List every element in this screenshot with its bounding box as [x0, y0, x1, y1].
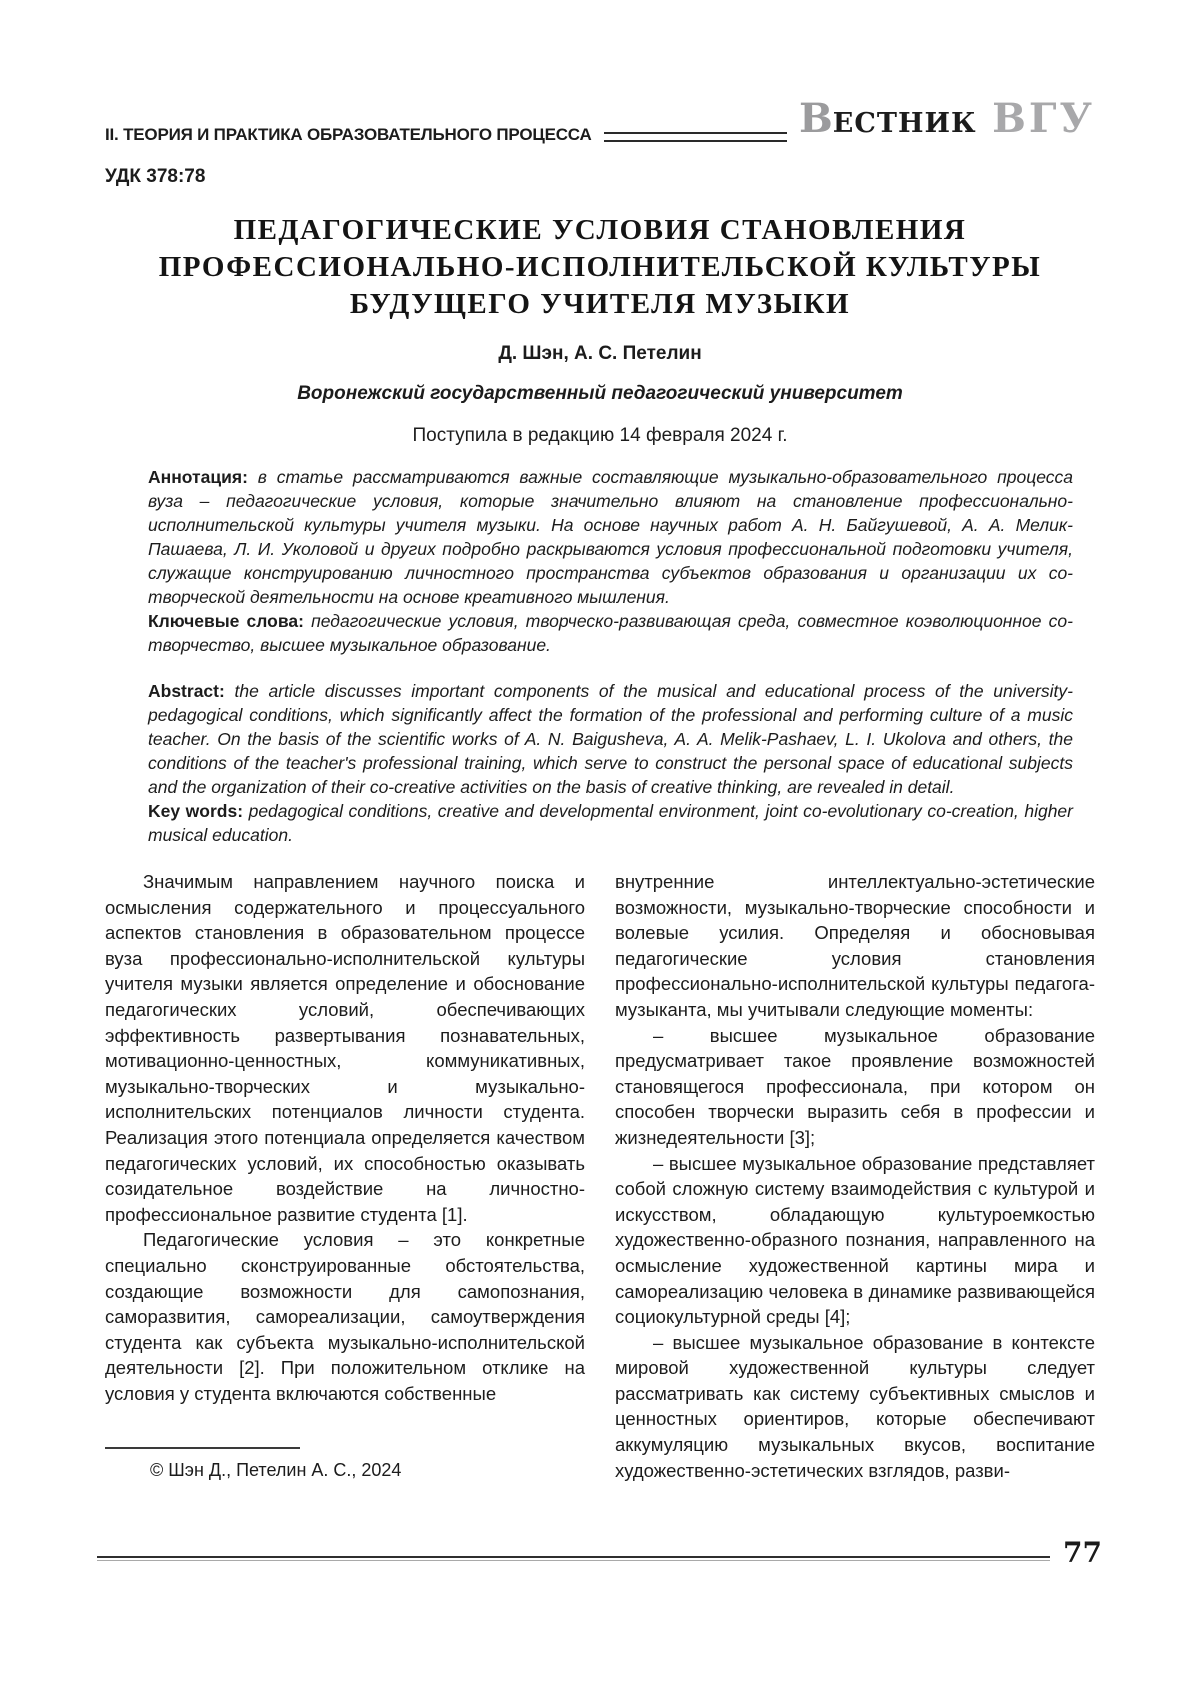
- annotation-ru-label: Аннотация:: [148, 467, 248, 487]
- article-title-line-1: ПЕДАГОГИЧЕСКИЕ УСЛОВИЯ СТАНОВЛЕНИЯ: [233, 214, 967, 246]
- received-date: Поступила в редакцию 14 февраля 2024 г.: [412, 425, 788, 446]
- keywords-ru: [148, 609, 1073, 657]
- body-paragraph: – высшее музыкальное образование представляет собой сложную систему взаимодействия с культурой и искусством, обладающую культуроемкостью художественно-образного познания, направленного на осмысление художественной картины мира и самореализацию человека в динамике развивающейся социокультурной среды [4];: [615, 1152, 1095, 1328]
- page-number: 77: [1063, 1536, 1102, 1569]
- udc-code: УДК 378:78: [105, 166, 206, 187]
- abstract-en-text: the article discusses important components of the musical and educational process of the university-pedagogical conditions, which significantly affect the formation of the professional and performing culture of a music teacher. On the basis of the scientific works of A. N. Baigusheva, A. A. Melik-Pashaev, L. I. Ukolova and others, the conditions of the teacher's professional training, which serve to construct the personal space of educational subjects and the organization of their co-creative activities on the basis of creative thinking, are revealed in detail.: [148, 681, 1073, 797]
- abstract-en-label: Abstract:: [148, 681, 225, 701]
- left-column: [105, 869, 585, 1483]
- journal-logo-abbr: ВГУ: [992, 95, 1095, 142]
- body-paragraph: Педагогические условия – это конкретные специально сконструированные обстоятельства, создающие возможности для самопознания, саморазвития, самореализации, самоутверждения студента как субъекта музыкально-исполнительской деятельности [2]. При положительном отклике на условия у студента включаются собственные: [105, 1229, 585, 1404]
- keywords-en-label: Key words:: [148, 801, 244, 821]
- article-title-line-3: БУДУЩЕГО УЧИТЕЛЯ МУЗЫКИ: [349, 288, 851, 320]
- authors: Д. Шэн, А. С. Петелин: [498, 343, 702, 364]
- journal-logo-initial: В: [798, 95, 833, 142]
- copyright-footnote: [105, 1435, 585, 1484]
- body-paragraph: Значимым направлением научного поиска и осмысления содержательного и процессуального аспектов становления в образовательном процессе вуза профессионально-исполнительской культуры учителя музыки является определение и обоснование педагогических условий, обеспечивающих эффективность развертывания познавательных, мотивационно-ценностных, коммуникативных, музыкально-творческих и музыкально-исполнительских потенциалов личности студента. Реализация этого потенциала определяется качеством педагогических условий, их способностью оказывать созидательное воздействие на личностно-профессиональное развитие студента [1].: [105, 871, 585, 1225]
- abstract-en-block: [148, 679, 1073, 847]
- article-title-line-2: ПРОФЕССИОНАЛЬНО-ИСПОЛНИТЕЛЬСКОЙ КУЛЬТУРЫ: [158, 251, 1042, 283]
- footer-rule: [97, 1556, 1050, 1561]
- keywords-ru-label: Ключевые слова:: [148, 611, 304, 631]
- abstract-en: [148, 679, 1073, 799]
- keywords-en-text: pedagogical conditions, creative and developmental environment, joint co-evolutionary co-creation, higher musical education.: [148, 801, 1073, 845]
- body-paragraph: внутренние интеллектуально-эстетические возможности, музыкально-творческие способности и волевые усилия. Определяя и обосновывая педагогические условия становления профессионально-исполнительской культуры педагога-музыканта, мы учитывали следующие моменты:: [615, 871, 1095, 1020]
- body-paragraph: – высшее музыкальное образование в контексте мировой художественной культуры следует рассматривать как систему субъективных смыслов и ценностных ориентиров, которые обеспечивают аккумуляцию музыкальных вкусов, воспитание художественно-эстетических взглядов, разви-: [615, 1331, 1095, 1481]
- page-footer: [97, 1536, 1102, 1569]
- body-columns: [105, 869, 1095, 1483]
- annotation-ru-block: [148, 465, 1073, 657]
- section-title: II. ТЕОРИЯ И ПРАКТИКА ОБРАЗОВАТЕЛЬНОГО ПРОЦЕССА: [105, 125, 592, 144]
- journal-logo-rest: ЕСТНИК: [832, 108, 977, 139]
- body-paragraph: – высшее музыкальное образование предусматривает такое проявление возможностей становящегося профессионала, при котором он способен творчески выразить себя в профессии и жизнедеятельности [3];: [615, 1024, 1095, 1148]
- footnote-rule: [105, 1447, 300, 1449]
- keywords-en: [148, 799, 1073, 847]
- keywords-ru-text: педагогические условия, творческо-развивающая среда, совместное коэволюционное со-творчество, высшее музыкальное образование.: [148, 611, 1073, 655]
- header-double-rule: [604, 132, 787, 142]
- annotation-ru-text: в статье рассматриваются важные составляющие музыкально-образовательного процесса вуза – педагогические условия, которые значительно влияют на становление профессионально-исполнительской культуры учителя музыки. На основе научных работ А. Н. Байгушевой, А. А. Мелик-Пашаева, Л. И. Уколовой и других подробно раскрываются условия профессиональной подготовки учителя, служащие конструированию личностного пространства субъектов образования и организации их со-творческой деятельности на основе креативного мышления.: [148, 467, 1073, 607]
- annotation-ru: [148, 465, 1073, 609]
- page-header: [105, 0, 1095, 146]
- journal-logo: [798, 95, 1095, 146]
- right-column: [615, 869, 1095, 1483]
- copyright-line: © Шэн Д., Петелин А. С., 2024: [150, 1459, 402, 1480]
- affiliation: Воронежский государственный педагогический университет: [297, 383, 903, 404]
- article-title: [105, 212, 1095, 323]
